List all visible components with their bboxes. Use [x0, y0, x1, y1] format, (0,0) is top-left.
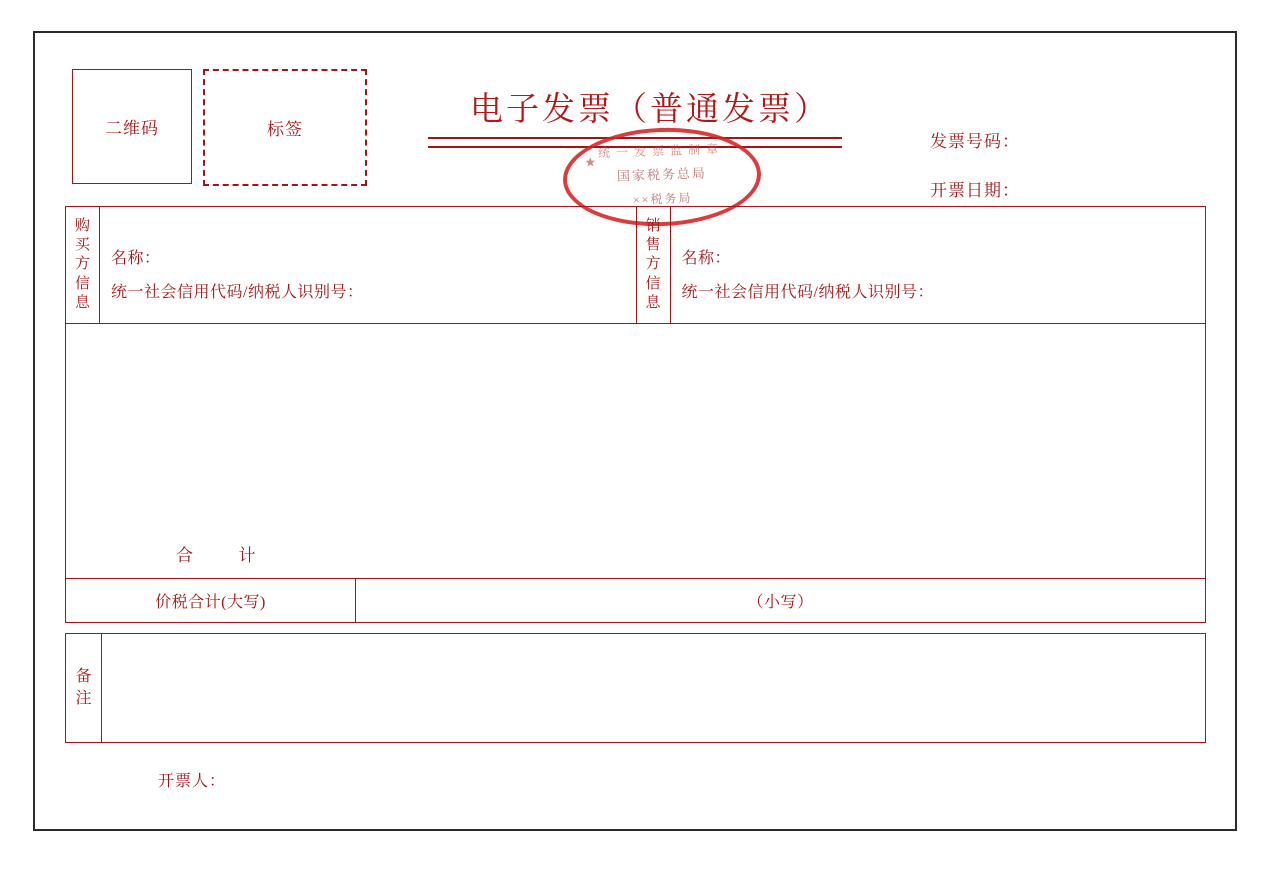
- drawer-label: 开票人：: [158, 773, 227, 790]
- total-label-left: 合: [176, 546, 194, 565]
- tag-placeholder: [203, 69, 367, 186]
- remark-block: [65, 633, 1206, 743]
- seller-side-label-char-1: 售: [645, 237, 661, 254]
- amount-in-words-row: [65, 579, 1206, 623]
- invoice-date-label: 开票日期：: [930, 181, 1020, 200]
- seller-side-label-char-2: 方: [645, 256, 661, 273]
- buyer-section: [66, 207, 636, 323]
- seal-star-icon: ★: [584, 154, 597, 170]
- buyer-side-label-char-3: 信: [74, 275, 90, 292]
- total-label-right: 计: [238, 546, 257, 565]
- seller-side-label-char-3: 信: [645, 275, 661, 292]
- seller-side-label-char-0: 销: [645, 218, 661, 235]
- seller-side-label-char-4: 息: [645, 294, 661, 311]
- remark-side-label: [66, 634, 102, 742]
- seller-name-label: 名称：: [681, 250, 732, 267]
- buyer-side-label-char-2: 方: [74, 256, 90, 273]
- seller-section: [636, 207, 1206, 323]
- buyer-side-label: [66, 207, 100, 323]
- qr-code-label: 二维码: [105, 119, 159, 138]
- buyer-fields: [100, 207, 636, 323]
- buyer-name-label: 名称：: [111, 250, 161, 267]
- buyer-side-label-char-0: 购: [74, 218, 90, 235]
- invoice-number-label: 发票号码：: [930, 132, 1020, 151]
- buyer-side-label-char-1: 买: [74, 237, 90, 254]
- remark-content-area: [102, 634, 1205, 742]
- line-items-total-label: [176, 541, 257, 566]
- remark-side-label-char-0: 备: [75, 668, 92, 686]
- tag-label: 标签: [267, 120, 303, 139]
- seller-side-label: [637, 207, 671, 323]
- seller-tax-id-label: 统一社会信用代码/纳税人识别号：: [681, 284, 934, 301]
- party-information-block: [65, 206, 1206, 324]
- invoice-document: [33, 31, 1237, 831]
- seal-bottom-text: ××税务局: [632, 190, 693, 208]
- page-title: 电子发票（普通发票）: [470, 92, 830, 128]
- amount-in-words-label: 价税合计(大写): [66, 579, 356, 622]
- amount-in-figures-label: （小写）: [747, 594, 814, 611]
- seal-middle-text: 国家税务总局: [616, 165, 708, 184]
- qr-code-placeholder: [72, 69, 192, 184]
- invoice-header: [35, 33, 1235, 208]
- buyer-side-label-char-4: 息: [74, 294, 90, 311]
- seller-fields: [671, 207, 1206, 323]
- buyer-tax-id-label: 统一社会信用代码/纳税人识别号：: [111, 284, 364, 301]
- seal-top-text: 统一发票监制章: [597, 141, 725, 161]
- line-items-block: [65, 323, 1206, 579]
- remark-side-label-char-1: 注: [75, 690, 92, 707]
